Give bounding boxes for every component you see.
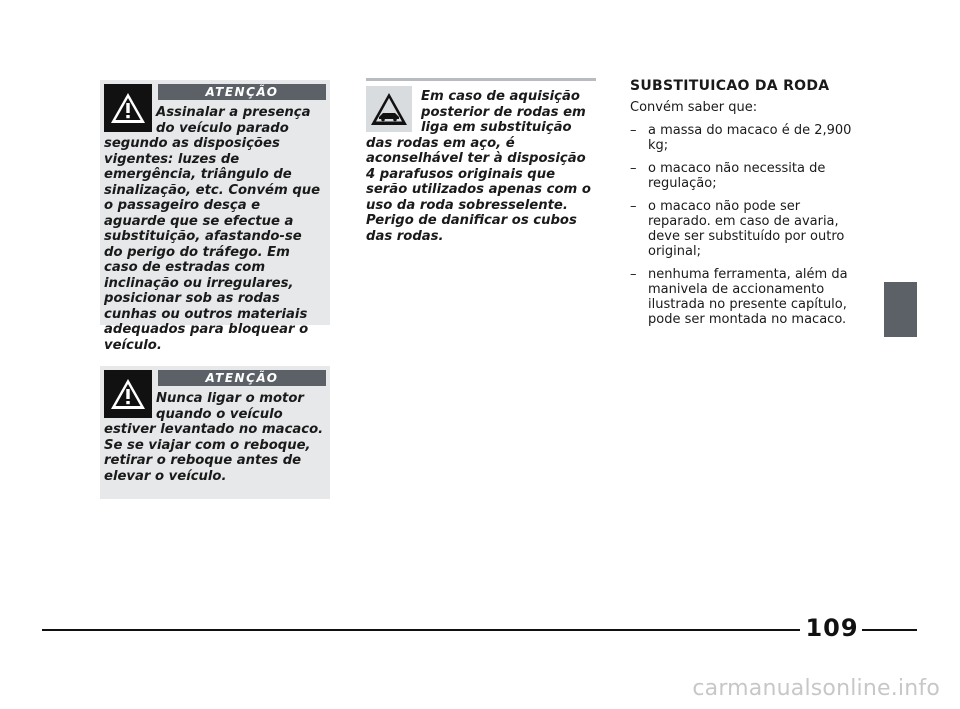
list-item: – o macaco não pode ser reparado. em caso de avaria, deve ser substituído por outro original;	[630, 199, 845, 259]
page-number: 109	[805, 614, 859, 642]
footer-rule	[42, 629, 800, 631]
section-title: SUBSTITUICAO DA RODA	[630, 78, 830, 94]
list-item: – a massa do macaco é de 2,900 kg;	[630, 123, 852, 153]
section-content	[630, 79, 865, 335]
warning-box-2	[100, 366, 330, 499]
note-text: Em caso de aquisição posterior de rodas em liga em substituição das rodas em aço, é aconselhável ter à disposição 4 parafusos originais que serão utilizados apenas com o uso da roda sobresselente. Perigo de danificar os cubos das rodas.	[366, 89, 591, 244]
warning-text: Assinalar a presença do veículo parado segundo as disposições vigentes: luzes de emergência, triângulo de sinalização, etc. Convém que o passageiro desça e aguarde que se efectue a substituição, afastando-se do perigo do tráfego. Em caso de estradas com inclinação ou irregulares, posicionar sob as rodas cunhas ou outros materiais adequados para bloquear o veículo.	[104, 105, 321, 353]
section-intro: Convém saber que:	[630, 100, 758, 115]
section-list	[630, 123, 865, 327]
list-item: – o macaco não necessita de regulação;	[630, 161, 826, 191]
warning-header: ATENÇÃO	[158, 84, 326, 100]
warning-header: ATENÇÃO	[158, 370, 326, 386]
warning-text: Nunca ligar o motor quando o veículo estiver levantado no macaco. Se se viajar com o reboque, retirar o reboque antes de elevar o veículo.	[104, 391, 324, 484]
list-item: – nenhuma ferramenta, além da manivela de accionamento ilustrada no presente capítulo, pode ser montada no macaco.	[630, 267, 848, 327]
note-divider	[366, 78, 596, 81]
footer-rule	[862, 629, 917, 631]
chapter-tab	[884, 282, 917, 337]
watermark: carmanualsonline.info	[692, 676, 940, 701]
warning-box-1	[100, 80, 330, 353]
